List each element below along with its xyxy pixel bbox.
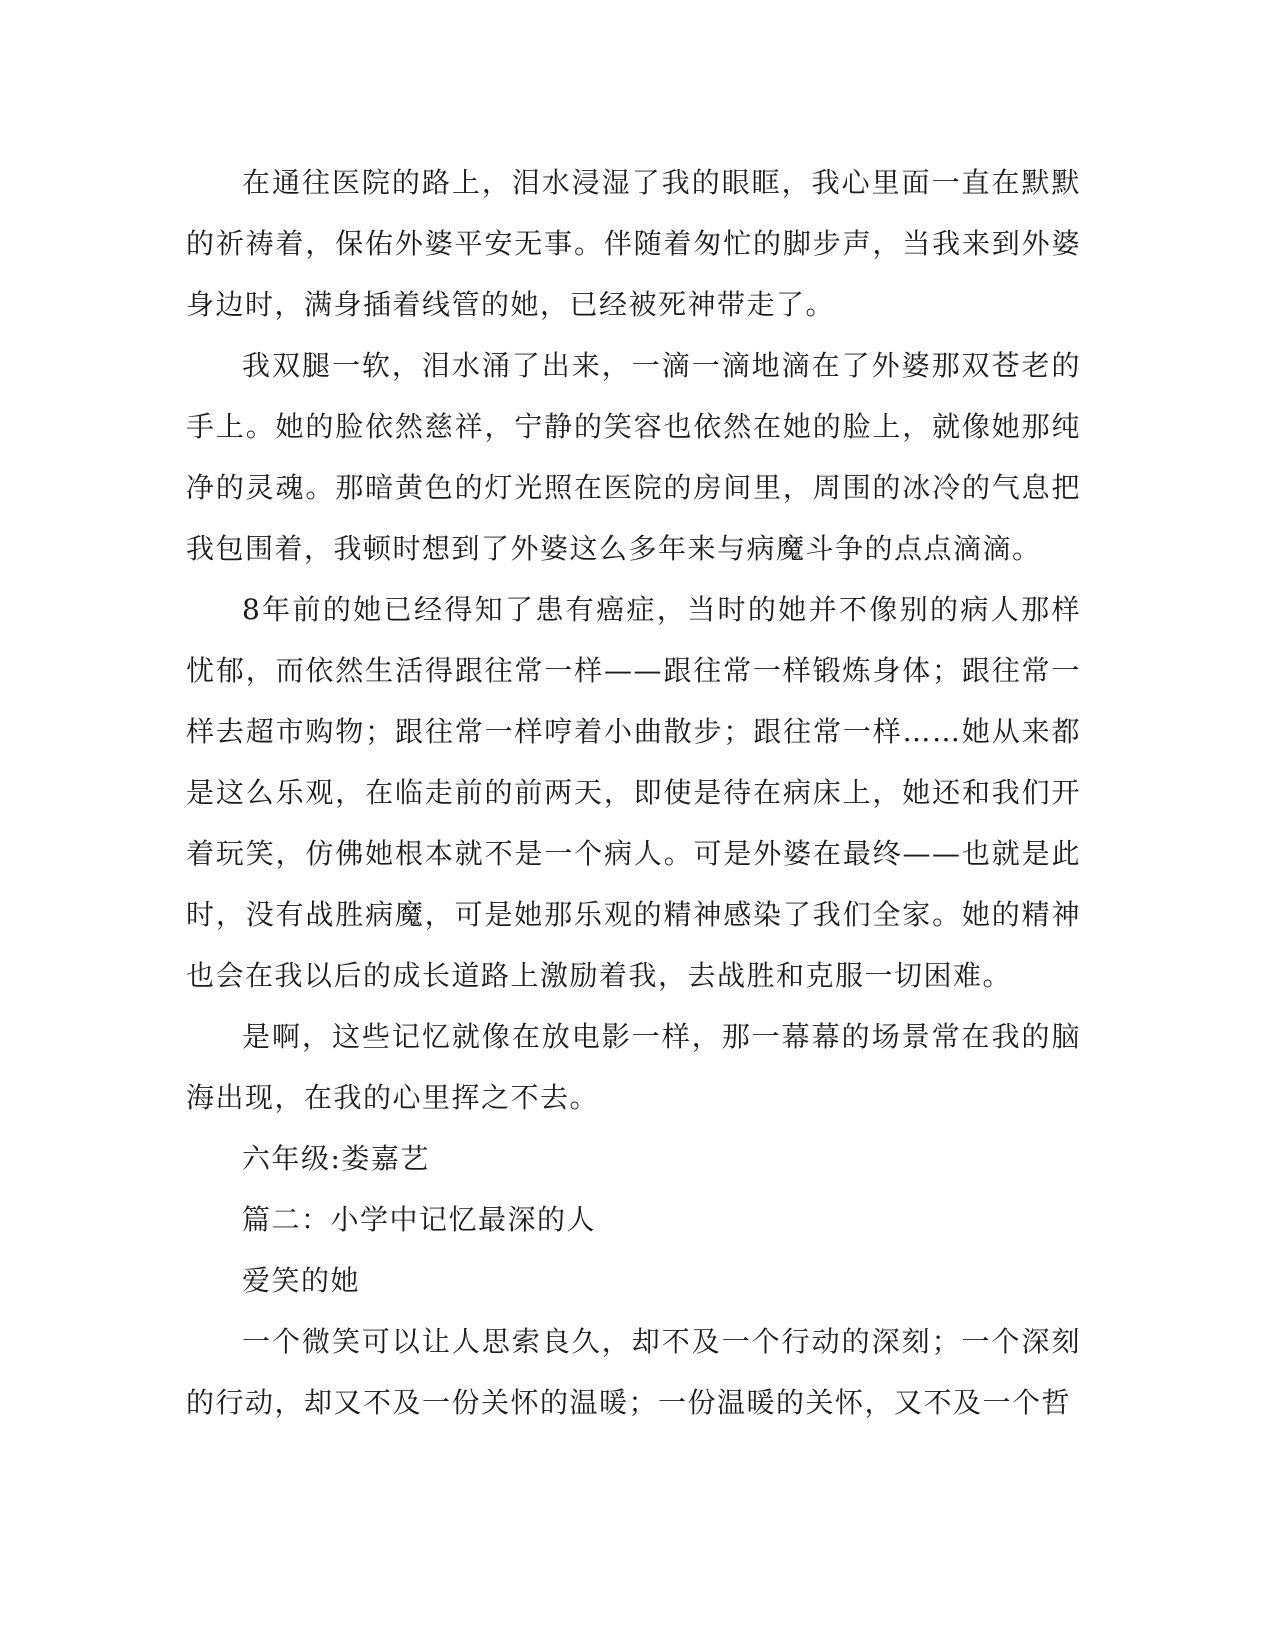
paragraph-3: 8年前的她已经得知了患有癌症，当时的她并不像别的病人那样忧郁，而依然生活得跟往常一样——跟往常一样锻炼身体；跟往常一样去超市购物；跟往常一样哼着小曲散步；跟往常一样……她从来都是这么乐观，在临走前的前两天，即使是待在病床上，她还和我们开着玩笑，仿佛她根本就不是一个病人。可是外婆在最终——也就是此时，没有战胜病魔，可是她那乐观的精神感染了我们全家。她的精神也会在我以后的成长道路上激励着我，去战胜和克服一切困难。: [186, 593, 1081, 992]
essay-title: 爱笑的她: [242, 1264, 361, 1297]
paragraph-4: 是啊，这些记忆就像在放电影一样，那一幕幕的场景常在我的脑海出现，在我的心里挥之不去。: [186, 1020, 1081, 1114]
paragraph-5: 一个微笑可以让人思索良久，却不及一个行动的深刻；一个深刻的行动，却又不及一份关怀的温暖；一份温暖的关怀，又不及一个哲: [186, 1325, 1081, 1419]
author-line: 六年级:娄嘉艺: [242, 1142, 430, 1175]
paragraph-1: 在通往医院的路上，泪水浸湿了我的眼眶，我心里面一直在默默的祈祷着，保佑外婆平安无事。伴随着匆忙的脚步声，当我来到外婆身边时，满身插着线管的她，已经被死神带走了。: [186, 166, 1081, 321]
document-page: [186, 152, 1081, 1433]
section-title: 篇二：小学中记忆最深的人: [242, 1203, 597, 1236]
paragraph-2: 我双腿一软，泪水涌了出来，一滴一滴地滴在了外婆那双苍老的手上。她的脸依然慈祥，宁静的笑容也依然在她的脸上，就像她那纯净的灵魂。那暗黄色的灯光照在医院的房间里，周围的冰冷的气息把我包围着，我顿时想到了外婆这么多年来与病魔斗争的点点滴滴。: [186, 349, 1081, 565]
